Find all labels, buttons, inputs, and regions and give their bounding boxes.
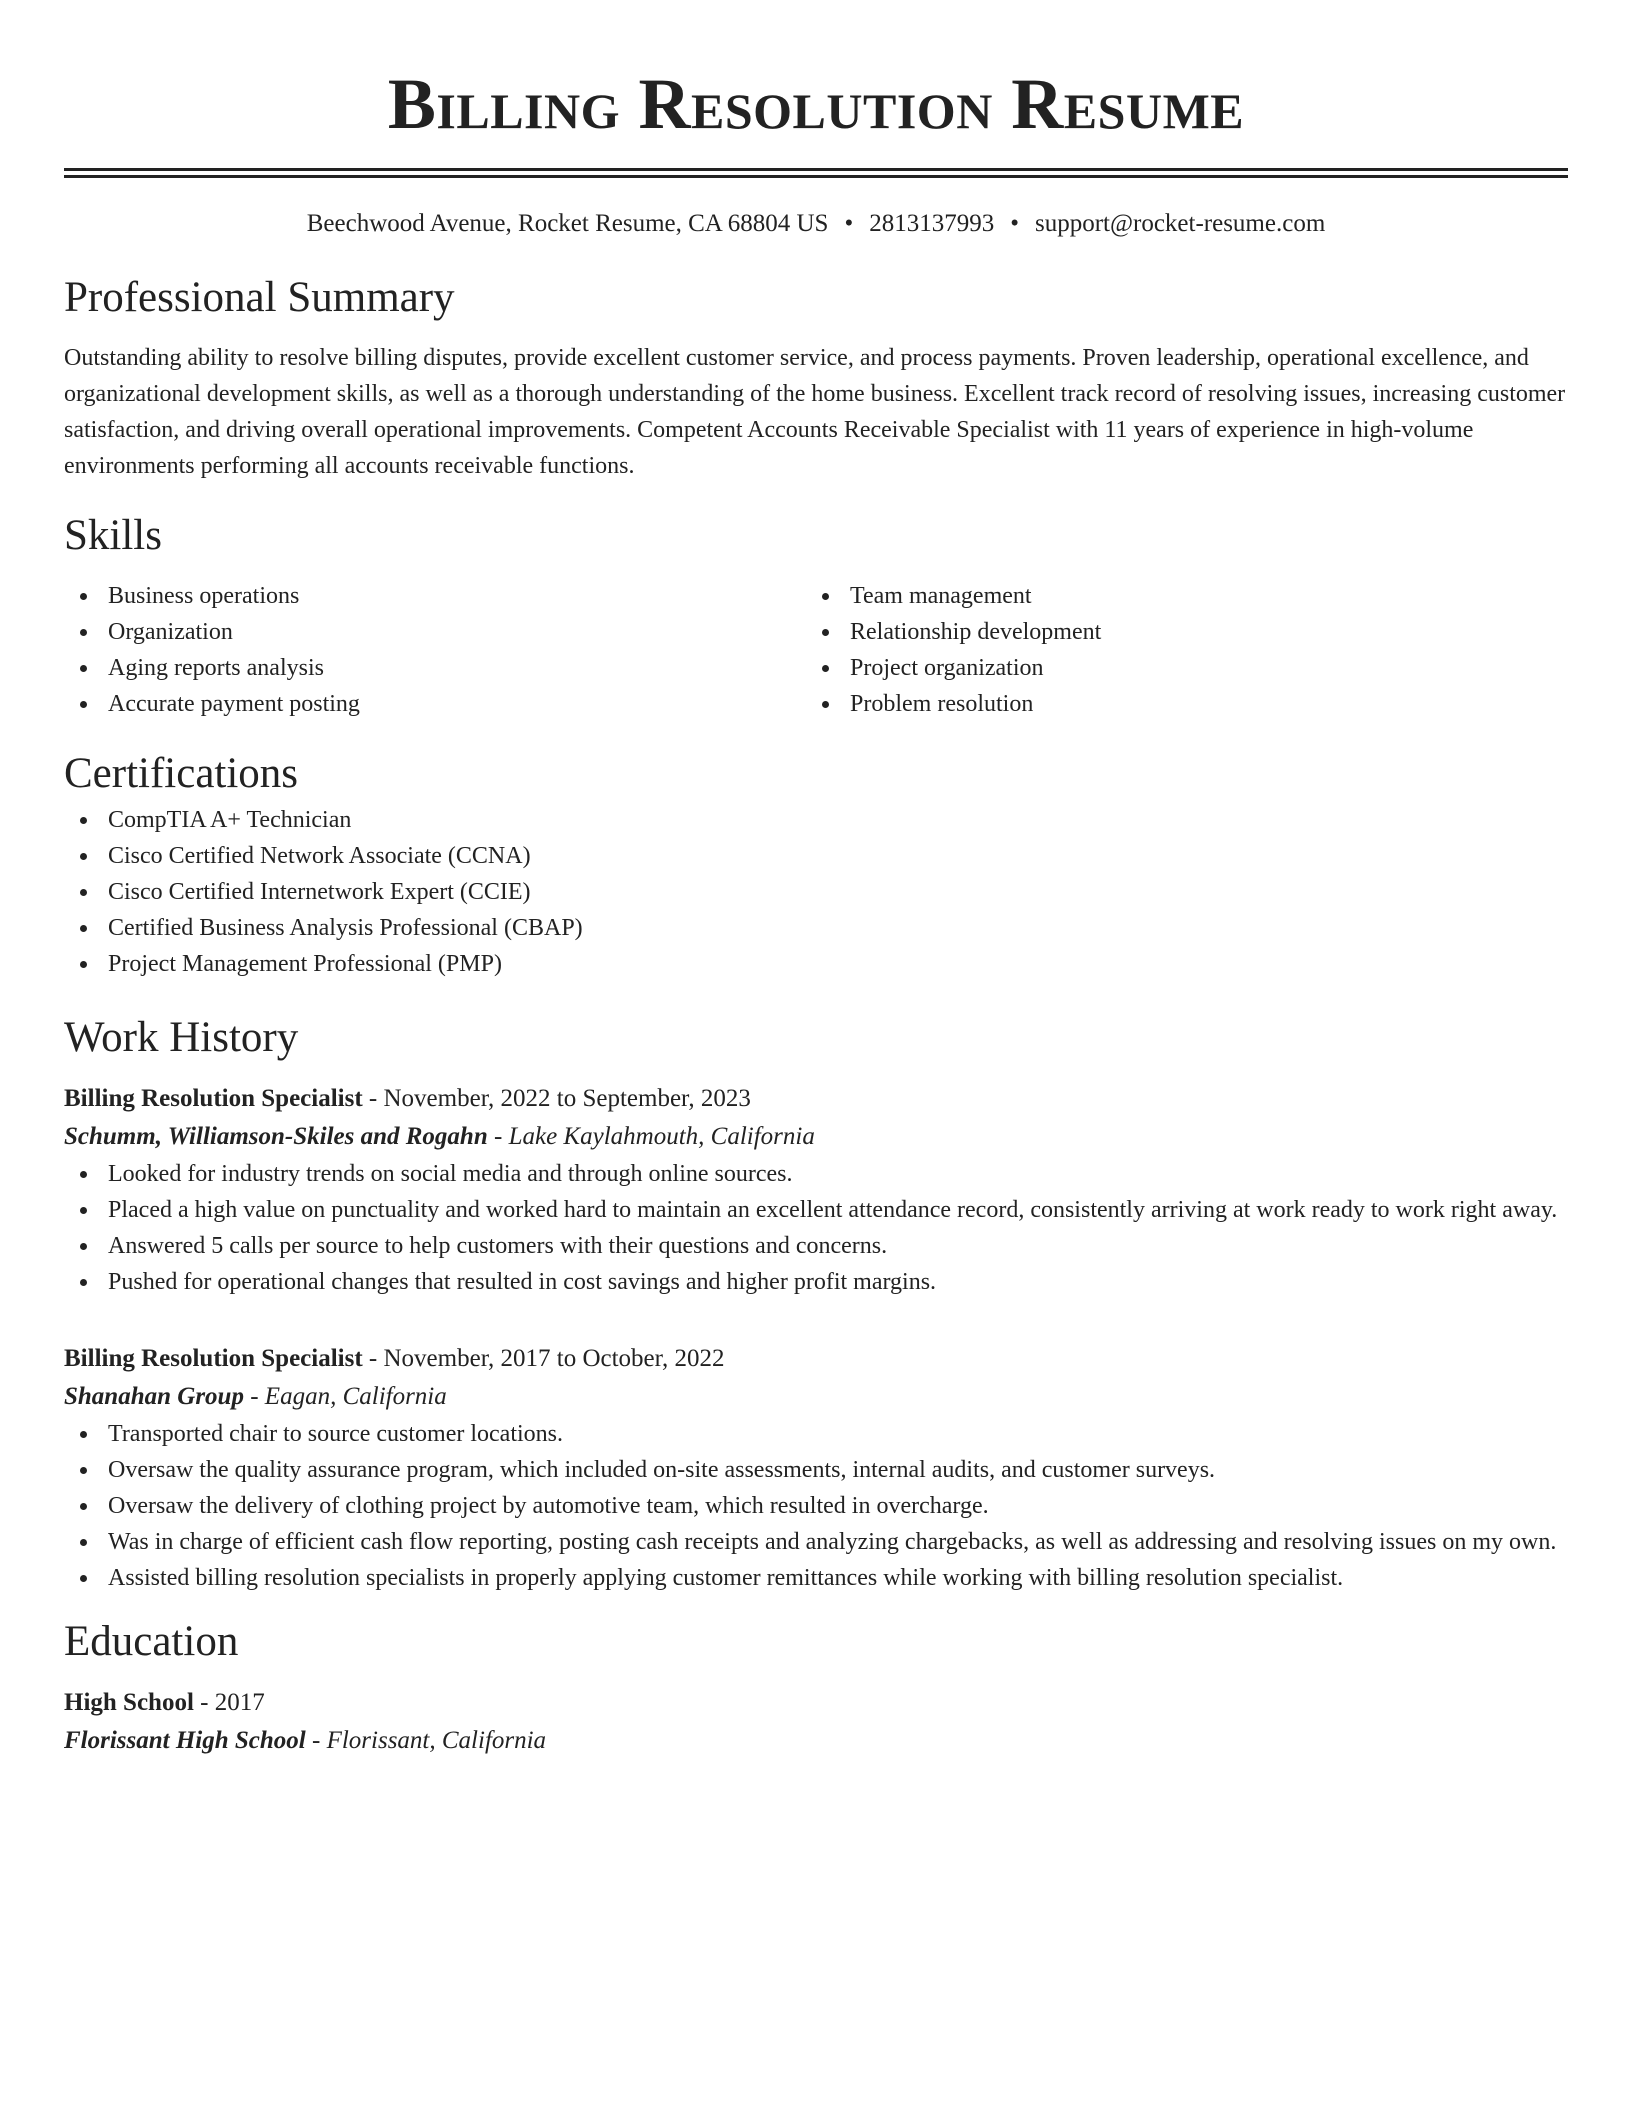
skill-item: Aging reports analysis [64,650,806,686]
certifications-section [64,746,1568,982]
skill-item: Problem resolution [806,686,1548,722]
job-bullet: Was in charge of efficient cash flow reporting, posting cash receipts and analyzing chargebacks, as well as addressing and resolving issues on my own. [64,1524,1568,1560]
summary-text: Outstanding ability to resolve billing disputes, provide excellent customer service, and process payments. Proven leadership, operational excellence, and organizational development skills, as well as a thorough understanding of the home business. Excellent track record of resolving issues, increasing customer satisfaction, and driving overall operational improvements. Competent Accounts Receivable Specialist with 11 years of experience in high-volume environments performing all accounts receivable functions. [64,345,1566,479]
job-location: Lake Kaylahmouth, California [508,1123,815,1150]
job-title-line [64,1080,1568,1118]
resume-page [64,0,1568,1760]
job-entry [64,1080,1568,1300]
certification-item: Cisco Certified Network Associate (CCNA) [64,838,1568,874]
dash: - [243,1383,265,1410]
certifications-list [64,802,1568,982]
education-degree-line [64,1684,1568,1722]
contact-separator: • [844,210,854,237]
work-history-heading: Work History [64,1014,299,1061]
contact-address: Beechwood Avenue, Rocket Resume, CA 68804 US [306,210,829,237]
education-school-line [64,1722,1568,1760]
job-title-line [64,1340,1568,1378]
dash: - [305,1727,327,1754]
job-entry [64,1340,1568,1596]
education-school: Florissant High School [64,1727,306,1754]
skill-item: Relationship development [806,614,1548,650]
skills-grid [64,578,1568,722]
certification-item: Cisco Certified Internetwork Expert (CCIE) [64,874,1568,910]
job-bullets [64,1416,1568,1596]
skill-item: Business operations [64,578,806,614]
certification-item: Certified Business Analysis Professional (CBAP) [64,910,1568,946]
skills-section [64,508,1568,722]
education-location: Florissant, California [326,1727,547,1754]
dash: - [362,1085,384,1112]
job-bullet: Assisted billing resolution specialists in properly applying customer remittances while working with billing resolution specialist. [64,1560,1568,1596]
job-location: Eagan, California [264,1383,447,1410]
job-bullets [64,1156,1568,1300]
job-title: Billing Resolution Specialist [64,1345,363,1372]
job-bullet: Transported chair to source customer locations. [64,1416,1568,1452]
skill-item: Team management [806,578,1548,614]
job-dates: November, 2017 to October, 2022 [383,1345,725,1372]
job-bullet: Looked for industry trends on social media and through online sources. [64,1156,1568,1192]
dash: - [193,1689,215,1716]
job-bullet: Oversaw the quality assurance program, which included on-site assessments, internal audits, and customer surveys. [64,1452,1568,1488]
certification-item: Project Management Professional (PMP) [64,946,1568,982]
summary-heading: Professional Summary [64,274,455,321]
certifications-heading: Certifications [64,750,299,797]
contact-phone: 2813137993 [869,210,995,237]
job-company: Schumm, Williamson-Skiles and Rogahn [64,1123,488,1150]
certification-item: CompTIA A+ Technician [64,802,1568,838]
summary-section [64,270,1568,484]
job-bullet: Pushed for operational changes that resulted in cost savings and higher profit margins. [64,1264,1568,1300]
skills-left-list [64,578,806,722]
education-degree: High School [64,1689,194,1716]
dash: - [362,1345,384,1372]
job-title: Billing Resolution Specialist [64,1085,363,1112]
job-company-line [64,1118,1568,1156]
contact-line [64,206,1568,242]
job-bullet: Answered 5 calls per source to help customers with their questions and concerns. [64,1228,1568,1264]
job-company-line [64,1378,1568,1416]
contact-email: support@rocket-resume.com [1034,210,1326,237]
skill-item: Project organization [806,650,1548,686]
work-history-section [64,1010,1568,1596]
contact-separator: • [1010,210,1019,237]
skill-item: Accurate payment posting [64,686,806,722]
job-bullet: Oversaw the delivery of clothing project by automotive team, which resulted in overcharge. [64,1488,1568,1524]
skill-item: Organization [64,614,806,650]
job-bullet: Placed a high value on punctuality and worked hard to maintain an excellent attendance record, consistently arriving at work ready to work right away. [64,1192,1568,1228]
education-year: 2017 [214,1689,265,1716]
resume-title: Billing Resolution Resume [387,64,1245,144]
title-double-rule [64,168,1568,178]
job-company: Shanahan Group [64,1383,244,1410]
job-dates: November, 2022 to September, 2023 [383,1085,751,1112]
dash: - [487,1123,509,1150]
education-entry [64,1684,1568,1760]
education-section [64,1614,1568,1760]
skills-right-list [806,578,1548,722]
skills-heading: Skills [64,512,162,559]
education-heading: Education [64,1618,239,1665]
